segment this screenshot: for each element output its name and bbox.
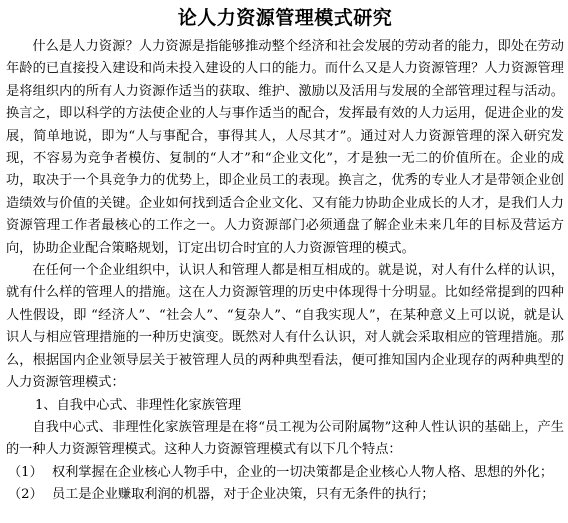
list-item-text: 员工是企业赚取利润的机器，对于企业决策，只有无条件的执行； <box>52 487 435 503</box>
list-item-number: （1） <box>8 464 43 480</box>
list-item <box>6 462 564 484</box>
intro-paragraph: 什么是人力资源？人力资源是指能够推动整个经济和社会发展的劳动者的能力，即处在劳动年龄的已直接投入建设和尚未投入建设的人口的能力。而什么又是人力资源管理？人力资源管理是将组织内的所有人力资源作适当的获取、维护、激励以及活用与发展的全部管理过程与活动。换言之，即以科学的方法使企业的人与事作适当的配合，发挥最有效的人力运用，促进企业的发展，简单地说，即为“人与事配合，事得其人，人尽其才”。通过对人力资源管理的深入研究发现，不容易为竞争者模仿、复制的“人才”和“企业文化”，才是独一无二的价值所在。企业的成功，取决于一个具竞争力的优势上，即企业员工的表现。换言之，优秀的专业人才是带领企业创造绩效与价值的关键。企业如何找到适合企业文化、又有能力协助企业成长的人才，是我们人力资源管理工作者最核心的工作之一。人力资源部门必须通盘了解企业未来几年的目标及营运方向，协助企业配合策略规划，订定出切合时宜的人力资源管理的模式。 <box>6 39 564 256</box>
body-paragraph: 在任何一个企业组织中，认识人和管理人都是相互相成的。就是说，对人有什么样的认识，就有什么样的管理人的措施。这在人力资源管理的历史中体现得十分明显。比如经常提到的四种人性假设，即 “经济人”、“社会人”、“复杂人”、“自我实现人”，在某种意义上可以说，就是认识人与相应管理措施的一种历史演变。既然对人有什么认识，对人就会采取相应的管理措施。那么，根据国内企业领导层关于被管理人员的两种典型看法，便可推知国内企业现存的两种典型的人力资源管理模式： <box>6 263 564 391</box>
section-heading: 1、自我中心式、非理性化家族管理 <box>35 397 242 413</box>
document-title: 论人力资源管理模式研究 <box>177 7 393 29</box>
section-paragraph: 自我中心式、非理性化家族管理是在将“员工视为公司附属物”这种人性认识的基础上，产生的一种人力资源管理模式。这种人力资源管理模式有以下几个特点： <box>6 419 564 458</box>
list-item-text: 权利掌握在企业核心人物手中，企业的一切决策都是企业核心人物人格、思想的外化； <box>52 464 554 480</box>
list-item-number: （2） <box>8 487 43 503</box>
list-item <box>6 484 564 506</box>
